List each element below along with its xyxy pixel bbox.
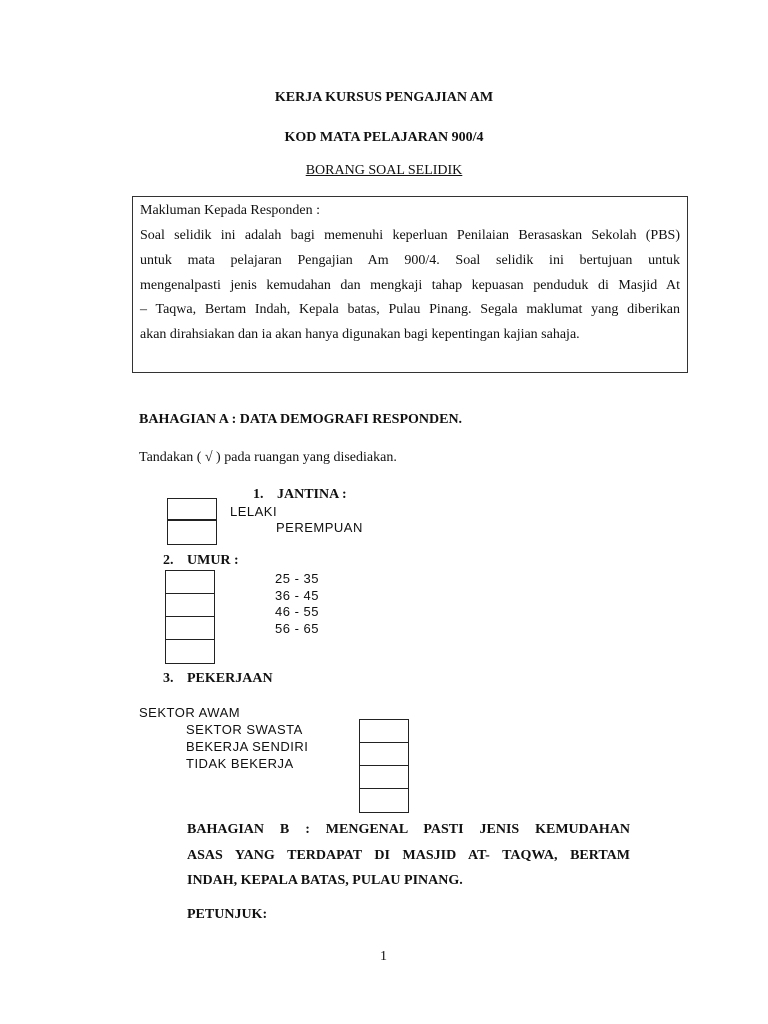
checkbox-sektor-awam[interactable]: [359, 719, 409, 743]
checkbox-tidak-bekerja[interactable]: [359, 788, 409, 813]
notice-line: untuk mata pelajaran Pengajian Am 900/4. Soal selidik ini bertujuan untuk: [140, 253, 680, 268]
q1-number: 1.: [253, 487, 264, 502]
option-tidak-bekerja: TIDAK BEKERJA: [186, 756, 294, 771]
q1-label: JANTINA :: [277, 487, 347, 502]
option-perempuan: PEREMPUAN: [276, 520, 363, 535]
notice-line: – Taqwa, Bertam Indah, Kepala batas, Pulau Pinang. Segala maklumat yang diberikan: [140, 302, 680, 317]
document-title: KERJA KURSUS PENGAJIAN AM: [274, 90, 494, 105]
checkbox-age-56-65[interactable]: [165, 639, 215, 664]
q2-label: UMUR :: [187, 553, 239, 568]
section-b-title-line: INDAH, KEPALA BATAS, PULAU PINANG.: [187, 873, 463, 888]
option-lelaki: LELAKI: [230, 504, 278, 519]
section-a-title: BAHAGIAN A : DATA DEMOGRAFI RESPONDEN.: [139, 412, 463, 427]
option-age: 56 - 65: [275, 621, 319, 636]
section-b-title-line: BAHAGIAN B : MENGENAL PASTI JENIS KEMUDAHAN: [187, 822, 630, 837]
option-bekerja-sendiri: BEKERJA SENDIRI: [186, 739, 309, 754]
checkbox-age-25-35[interactable]: [165, 570, 215, 594]
checkbox-age-46-55[interactable]: [165, 616, 215, 640]
subject-code: KOD MATA PELAJARAN 900/4: [284, 130, 484, 145]
section-a-instruction: Tandakan ( √ ) pada ruangan yang disediakan.: [139, 450, 397, 465]
option-age: 46 - 55: [275, 604, 319, 619]
section-b-title-line: ASAS YANG TERDAPAT DI MASJID AT- TAQWA, BERTAM: [187, 848, 630, 863]
checkbox-age-36-45[interactable]: [165, 593, 215, 617]
notice-line: Soal selidik ini adalah bagi memenuhi keperluan Penilaian Berasaskan Sekolah (PBS): [140, 228, 680, 243]
instructions-label: PETUNJUK:: [187, 907, 268, 922]
q2-number: 2.: [163, 553, 174, 568]
checkbox-sektor-swasta[interactable]: [359, 742, 409, 766]
option-sektor-swasta: SEKTOR SWASTA: [186, 722, 303, 737]
notice-line: akan dirahsiakan dan ia akan hanya digunakan bagi kepentingan kajian sahaja.: [140, 327, 580, 342]
checkbox-perempuan[interactable]: [167, 520, 217, 545]
form-title: BORANG SOAL SELIDIK: [305, 163, 463, 178]
notice-heading: Makluman Kepada Responden :: [140, 203, 321, 218]
checkbox-bekerja-sendiri[interactable]: [359, 765, 409, 789]
q3-number: 3.: [163, 671, 174, 686]
q3-label: PEKERJAAN: [187, 671, 273, 686]
notice-line: mengenalpasti jenis kemudahan dan mengkaji tahap kepuasan penduduk di Masjid At: [140, 278, 680, 293]
checkbox-lelaki[interactable]: [167, 498, 217, 520]
page-number: 1: [380, 949, 387, 964]
option-age: 36 - 45: [275, 588, 319, 603]
respondent-notice-box: [132, 196, 688, 373]
option-sektor-awam: SEKTOR AWAM: [139, 705, 241, 720]
option-age: 25 - 35: [275, 571, 319, 586]
